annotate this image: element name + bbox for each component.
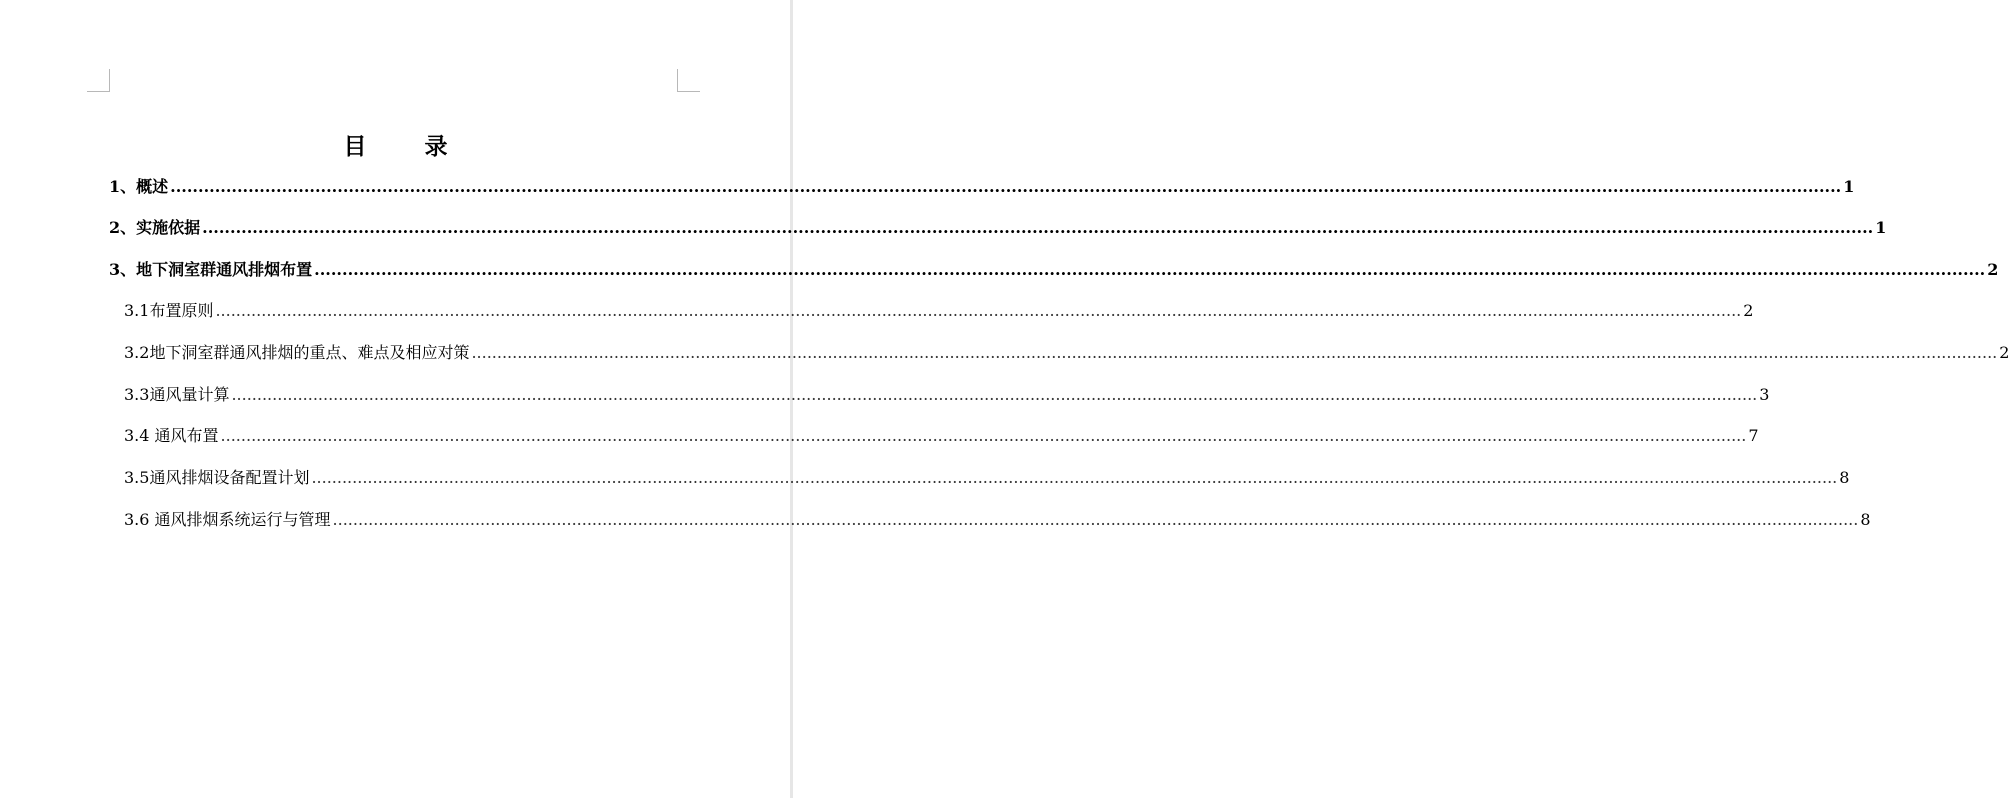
toc-dot-leader: ............................................................................................................................................................................................................................................................................................................ (202, 218, 1874, 237)
toc-dot-leader: ............................................................................................................................................................................................................................................................................................................ (170, 177, 1842, 196)
toc-entry[interactable] (124, 341, 2009, 365)
toc-dot-leader: ............................................................................................................................................................................................................................................................................................................ (215, 301, 1742, 320)
toc-entry-label: 3.1布置原则 (124, 301, 214, 320)
toc-entry[interactable] (124, 424, 1759, 448)
toc-entry[interactable] (124, 299, 1754, 323)
margin-corner-top-left (87, 69, 110, 92)
toc-title-char: 目 (343, 133, 369, 160)
toc-dot-leader: ............................................................................................................................................................................................................................................................................................................ (471, 343, 1998, 362)
toc-entry-page: 7 (1748, 426, 1759, 445)
toc-title-char: 录 (424, 133, 450, 160)
toc-entry[interactable] (124, 466, 1850, 490)
toc-entry-page: 2 (1743, 301, 1754, 320)
toc-dot-leader: ............................................................................................................................................................................................................................................................................................................ (311, 468, 1838, 487)
toc-entry-page: 2 (1999, 343, 2009, 362)
toc-entry[interactable] (124, 508, 1871, 532)
toc-entry-label: 3.6 通风排烟系统运行与管理 (124, 510, 331, 529)
toc-title (0, 128, 793, 161)
toc-entry-label: 2、实施依据 (109, 218, 201, 237)
toc-dot-leader: ............................................................................................................................................................................................................................................................................................................ (332, 510, 1859, 529)
toc-entry-page: 1 (1875, 218, 1887, 237)
toc-entry-page: 1 (1843, 177, 1855, 196)
toc-entry-label: 3.2地下洞室群通风排烟的重点、难点及相应对策 (124, 343, 470, 362)
toc-dot-leader: ............................................................................................................................................................................................................................................................................................................ (220, 426, 1747, 445)
toc-entry[interactable] (109, 175, 1855, 199)
toc-entry[interactable] (124, 383, 1770, 407)
toc-entry-label: 3、地下洞室群通风排烟布置 (109, 260, 313, 279)
toc-entry[interactable] (109, 216, 1887, 240)
toc-dot-leader: ............................................................................................................................................................................................................................................................................................................ (231, 385, 1758, 404)
margin-corner-top-right (677, 69, 700, 92)
toc-entry-label: 3.5通风排烟设备配置计划 (124, 468, 310, 487)
toc-entry-page: 8 (1839, 468, 1850, 487)
toc-entry-label: 1、概述 (109, 177, 169, 196)
toc-entry-page: 8 (1860, 510, 1871, 529)
toc-entry-page: 2 (1987, 260, 1999, 279)
toc-entry-page: 3 (1759, 385, 1770, 404)
toc-dot-leader: ............................................................................................................................................................................................................................................................................................................ (314, 260, 1986, 279)
toc-entry[interactable] (109, 258, 1999, 282)
toc-entry-label: 3.3通风量计算 (124, 385, 230, 404)
toc-entry-label: 3.4 通风布置 (124, 426, 219, 445)
